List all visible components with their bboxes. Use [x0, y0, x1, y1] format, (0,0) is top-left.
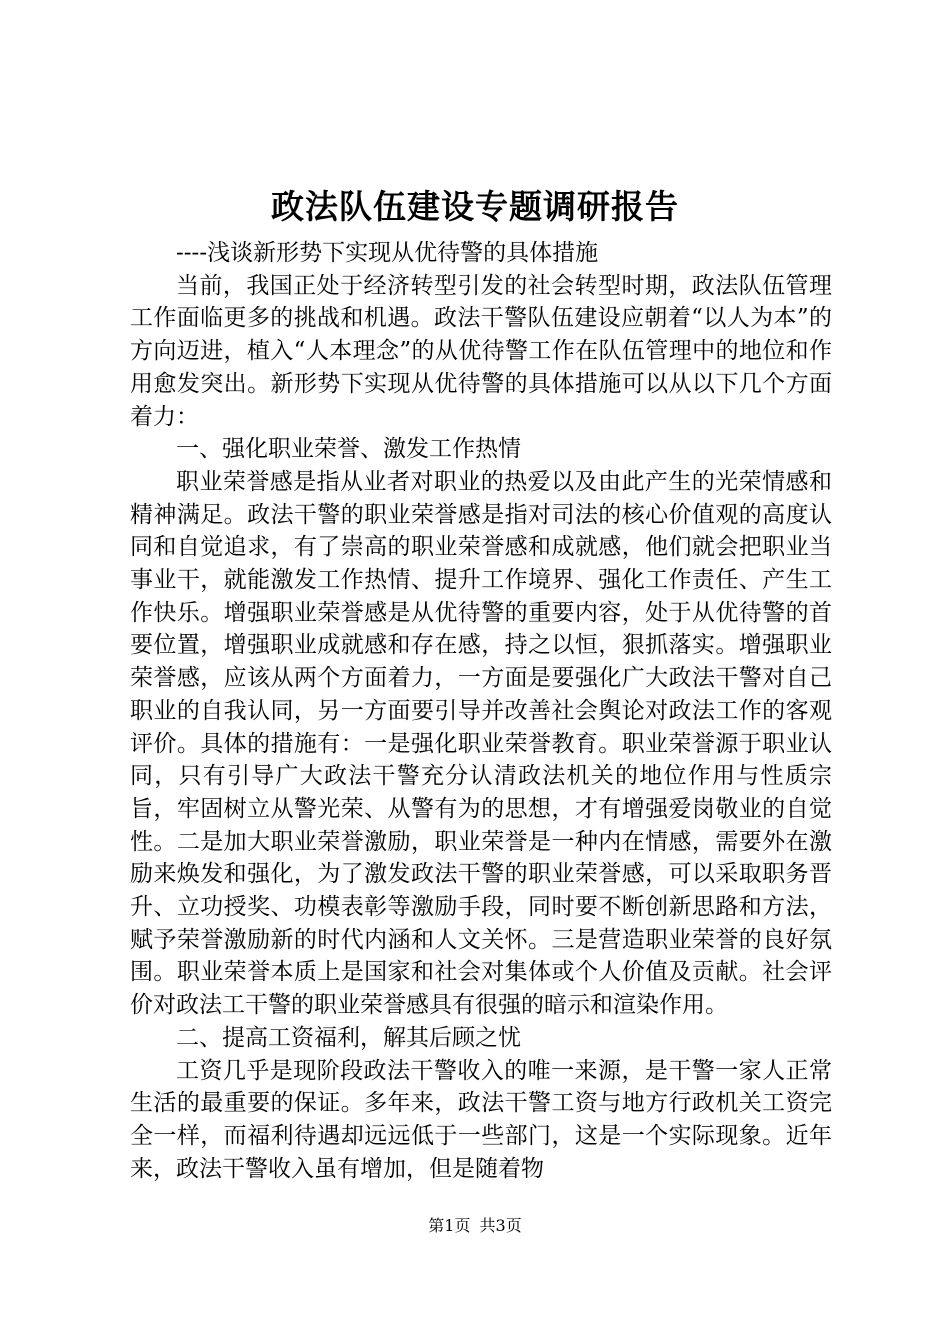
page-number: 第1页 [428, 1216, 471, 1235]
page-total: 共3页 [479, 1216, 522, 1235]
page-footer [0, 1214, 950, 1238]
section-heading-2: 二、提高工资福利，解其后顾之忧 [176, 1024, 521, 1051]
paragraph-section-2: 工资几乎是现阶段政法干警收入的唯一来源，是干警一家人正常生活的最重要的保证。多年来，政法干警工资与地方行政机关工资完全一样，而福利待遇却远远低于一些部门，这是一个实际现象。近年来，政法干警收入虽有增加，但是随着物 [130, 1057, 832, 1182]
paragraph-section-1: 职业荣誉感是指从业者对职业的热爱以及由此产生的光荣情感和精神满足。政法干警的职业荣誉感是指对司法的核心价值观的高度认同和自觉追求，有了崇高的职业荣誉感和成就感，他们就会把职业当事业干，就能激发工作热情、提升工作境界、强化工作责任、产生工作快乐。增强职业荣誉感是从优待警的重要内容，处于从优待警的首要位置，增强职业成就感和存在感，持之以恒，狠抓落实。增强职业荣誉感，应该从两个方面着力，一方面是要强化广大政法干警对自己职业的自我认同，另一方面要引导并改善社会舆论对政法工作的客观评价。具体的措施有：一是强化职业荣誉教育。职业荣誉源于职业认同，只有引导广大政法干警充分认清政法机关的地位作用与性质宗旨，牢固树立从警光荣、从警有为的思想，才有增强爱岗敬业的自觉性。二是加大职业荣誉激励，职业荣誉是一种内在情感，需要外在激励来焕发和强化，为了激发政法干警的职业荣誉感，可以采取职务晋升、立功授奖、功模表彰等激励手段，同时要不断创新思路和方法，赋予荣誉激励新的时代内涵和人文关怀。三是营造职业荣誉的良好氛围。职业荣誉本质上是国家和社会对集体或个人价值及贡献。社会评价对政法工干警的职业荣誉感具有很强的暗示和渲染作用。 [130, 468, 832, 1019]
document-title: 政法队伍建设专题调研报告 [271, 187, 679, 226]
document-body [130, 237, 832, 1185]
paragraph-intro: 当前，我国正处于经济转型引发的社会转型时期，政法队伍管理工作面临更多的挑战和机遇。政法干警队伍建设应朝着“以人为本”的方向迈进，植入“人本理念”的从优待警工作在队伍管理中的地位和作用愈发突出。新形势下实现从优待警的具体措施可以从以下几个方面着力： [130, 272, 832, 430]
document-subtitle: ----浅谈新形势下实现从优待警的具体措施 [176, 240, 599, 266]
section-heading-1: 一、强化职业荣誉、激发工作热情 [176, 436, 521, 463]
